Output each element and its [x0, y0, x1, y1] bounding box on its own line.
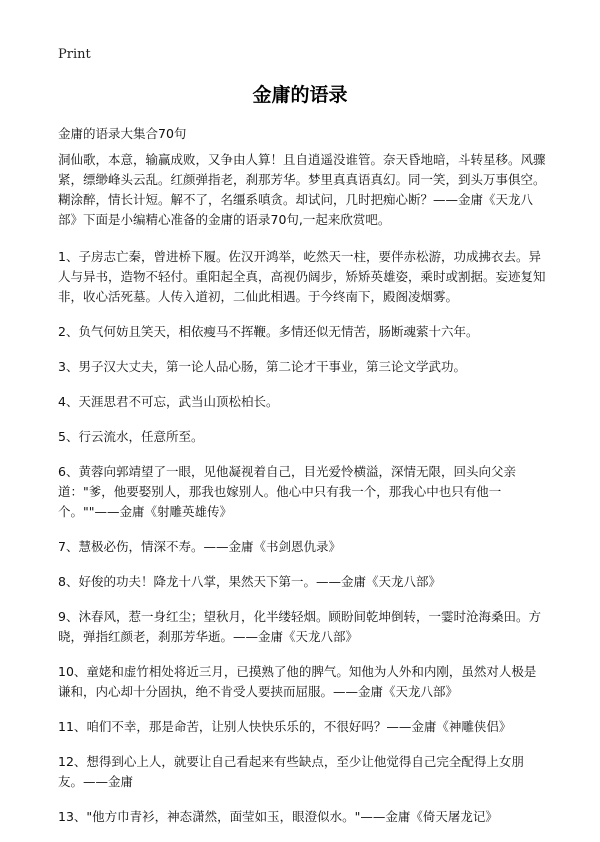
quote-item: 11、咱们不幸，那是命苦，让别人快快乐乐的，不很好吗？——金庸《神雕侠侣》 [58, 719, 512, 734]
quote-item: 10、童姥和虚竹相处将近三月，已摸熟了他的脾气。知他为人外和内刚，虽然对人极是谦和，内心却十分固执，绝不肯受人要挟而屈服。——金庸《天龙八部》 [58, 664, 537, 699]
quote-item: 4、天涯思君不可忘，武当山顶松柏长。 [58, 394, 279, 409]
document-body [58, 150, 548, 842]
print-link[interactable]: Print [58, 47, 91, 62]
quote-item: 2、负气何妨且笑天，相依瘦马不挥鞭。多情还似无情苦，肠断魂萦十六年。 [58, 324, 479, 339]
quote-item: 7、慧极必伤，情深不寿。——金庸《书剑恩仇录》 [58, 539, 341, 554]
intro-paragraph: 洞仙歌，本意，输赢成败，又争由人算！且自逍遥没谁管。奈天昏地暗，斗转星移。风骤紧，缥缈峰头云乱。红颜弹指老，刹那芳华。梦里真真语真幻。同一笑，到头万事俱空。糊涂醉，情长计短。解不了，名缰系嗔贪。却试问，几时把痴心断？——金庸《天龙八部》下面是小编精心准备的金庸的语录70句,一起来欣赏吧。 [58, 152, 546, 227]
page-title: 金庸的语录 [252, 84, 348, 106]
quote-item: 3、男子汉大丈夫，第一论人品心肠，第二论才干事业，第三论文学武功。 [58, 359, 466, 374]
quote-item: 9、沐春风，惹一身红尘；望秋月，化半缕轻烟。顾盼间乾坤倒转，一霎时沧海桑田。方晓，弹指红颜老，刹那芳华逝。——金庸《天龙八部》 [58, 609, 541, 644]
document-subtitle: 金庸的语录大集合70句 [58, 126, 187, 141]
quote-item: 12、想得到心上人，就要让自己看起来有些缺点，至少让他觉得自己完全配得上女朋友。——金庸 [58, 754, 524, 789]
quote-item: 1、子房志亡秦，曾进桥下履。佐汉开鸿举，屹然天一柱，要伴赤松游，功成拂衣去。异人与异书，造物不轻付。重阳起全真，高视仍阔步，矫矫英雄姿，乘时或割据。妄迹复知非，收心活死墓。人传入道初，二仙此相遇。于今终南下，殿阁凌烟雾。 [58, 249, 546, 304]
quote-item: 13、"他方巾青衫，神态潇然，面莹如玉，眼澄似水。"——金庸《倚天屠龙记》 [58, 809, 498, 824]
quote-item: 8、好俊的功夫！降龙十八掌，果然天下第一。——金庸《天龙八部》 [58, 574, 441, 589]
quote-item: 6、黄蓉向郭靖望了一眼，见他凝视着自己，目光爱怜横溢，深情无限，回头向父亲道："爹，他要娶别人，那我也嫁别人。他心中只有我一个，那我心中也只有他一个。""——金庸《射雕英雄传》 [58, 464, 516, 519]
quote-item: 5、行云流水，任意所至。 [58, 429, 204, 444]
